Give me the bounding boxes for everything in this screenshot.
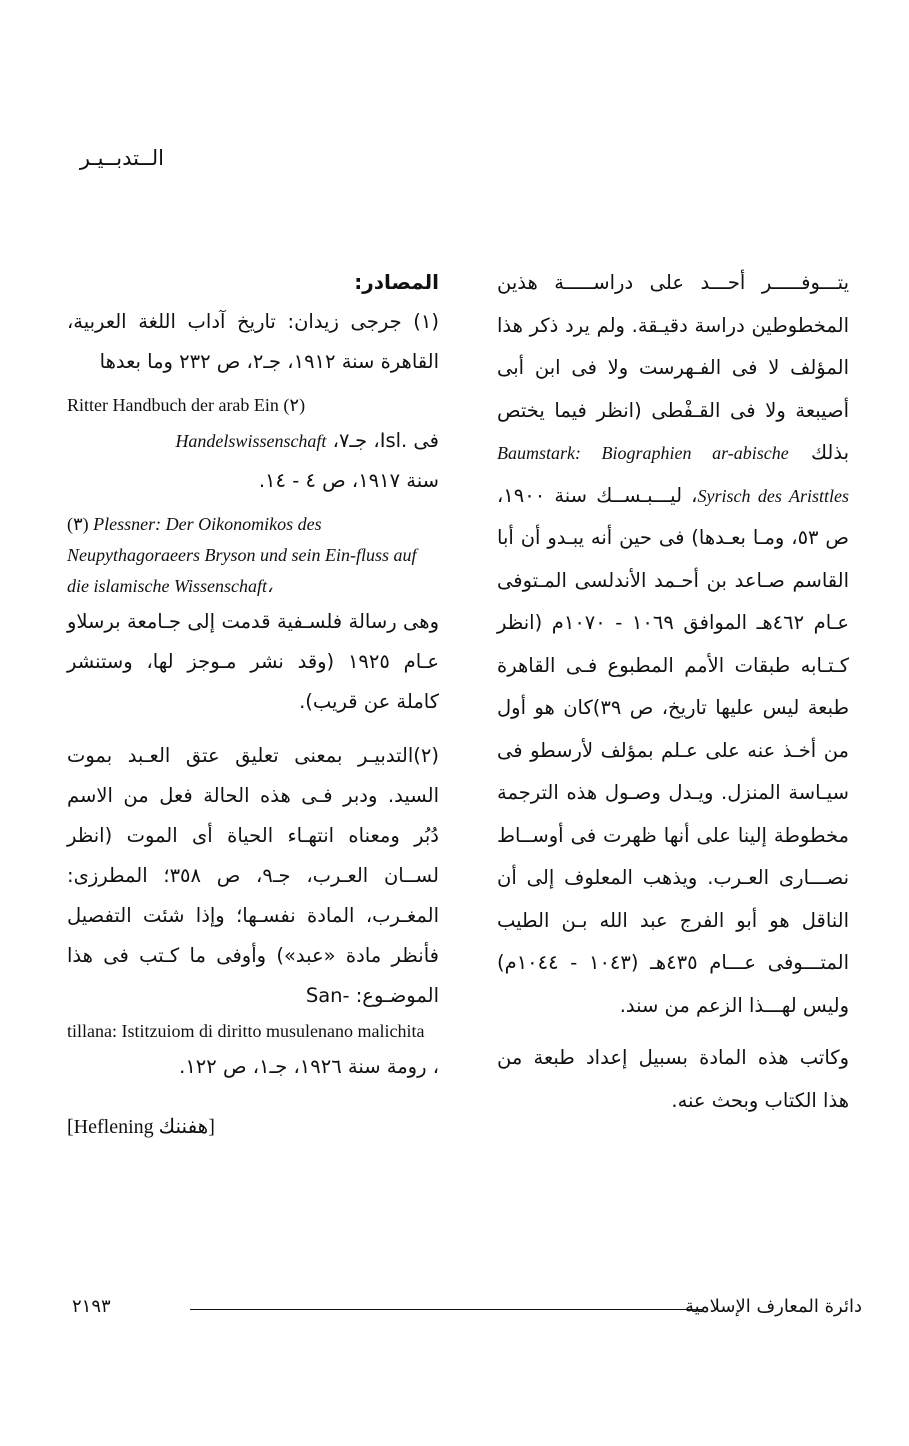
source-entry-2-rest: فى .Isl، جـ٧،: [332, 429, 439, 452]
footnote-2-latin: tillana: Istitzuiom di diritto musulenano malichita: [67, 1021, 425, 1041]
source-entry-2-number: (٢): [283, 395, 306, 415]
main-text-part-2: ، ليـــبـســك: [596, 483, 698, 507]
main-text-column: [497, 262, 849, 1122]
footer-journal-title: دائرة المعارف الإسلامية: [684, 1296, 862, 1317]
author-name: Baumstark: Biographien ar-abische Syrisch des Aristtles: [497, 443, 850, 506]
source-entry-2-cont: [67, 421, 439, 461]
source-entry-3-text: Plessner: Der Oikonomikos des Neupythagoraeers Bryson und sein Ein-fluss auf die islamische Wissenschaft،: [67, 514, 417, 596]
source-entry-3-number: (٣): [67, 514, 89, 534]
closing-paragraph: وكاتب هذه المادة بسبيل إعداد طبعة من هذا الكتاب وبحث عنه.: [497, 1046, 849, 1112]
main-text-part-3: سنة ١٩٠٠، ص ٥٣، ومـا بعـدها) فى حين أنه يبـدو أن أبا القاسم صـاعد بن أحـمد الأندلسى المـتوفى عـام ٤٦٢هـ الموافق ١٠٦٩ - ١٠٧٠م (انظر كـتـابه طبقات الأمم المطبوع فـى القاهرة طبعة ليس عليها تاريخ، ص ٣٩)كان هو أول من أخـذ عنه على عـلم بمؤلف لأرسطو فى سيـاسة المنزل. ويـدل وصـول هذه الترجمة مخطوطة إلينا على أنها ظهرت فى أوســاط نصـــارى العـرب. ويذهب المعلوف إلى أن الناقل هو أبو الفرج عبد الله بـن الطيب المتـــوفى عـــام ٤٣٥هـ (١٠٤٣ - ١٠٤٤م) وليس لهـــذا الزعم من سند.: [497, 483, 850, 1017]
page-footer: [60, 1296, 862, 1324]
source-entry-2-text: Ritter Handbuch der arab Ein: [67, 395, 279, 415]
sources-heading: المصادر:: [354, 270, 439, 294]
source-entry-2-latin: [67, 390, 439, 421]
source-entry-1: (١) جرجى زيدان: تاريخ آداب اللغة العربية، القاهرة سنة ١٩١٢، جـ٢، ص ٢٣٢ وما بعدها: [67, 310, 439, 373]
source-entry-3-latin: [67, 509, 439, 602]
source-entry-2-end: سنة ١٩١٧، ص ٤ - ١٤.: [258, 469, 439, 492]
main-text-part-1: يتـــوفـــــر أحـــد على دراســـــة هذين المخطوطين دراسة دقيـقة. ولم يرد ذكر هذا المؤلف لا فى الفـهرست ولا فى ابن أبى أصيبعة ولا فى القـفْطى (انظر فيما يختص بذلك: [497, 271, 849, 464]
running-header: الــتدبــيـر: [79, 146, 164, 170]
sources-column: [67, 262, 439, 1143]
author-signature: [Heflening هفننك]: [67, 1116, 215, 1138]
source-entry-3-arabic: وهى رسالة فلسـفية قدمت إلى جـامعة برسلاو عـام ١٩٢٥ (وقد نشر مـوجز لها، وستنشر كاملة عن قريب).: [67, 610, 440, 713]
page-number: ٢١٩٣: [72, 1296, 111, 1317]
footer-rule: [190, 1309, 702, 1310]
source-entry-2-title: Handelswissenschaft: [175, 431, 327, 451]
footnote-2-arabic: (٢)التدبيـر بمعنى تعليق عتق العـبد بموت السيد. ودبر فـى هذه الحالة فعل من الاسم دُبُر ومعناه انتهـاء الحياة أى الموت (انظر لســان العـرب، جـ٩، ص ٣٥٨؛ المطرزى: المغـرب، المادة نفسـها؛ وإذا شئت التفصيل فأنظر مادة «عبد») وأوفى ما كـتب فى هذا الموضـوع: -San: [67, 744, 439, 1007]
main-paragraph: [497, 262, 849, 1027]
footnote-2-end: ، رومة سنة ١٩٢٦، جـ١، ص ١٢٢.: [179, 1055, 439, 1078]
